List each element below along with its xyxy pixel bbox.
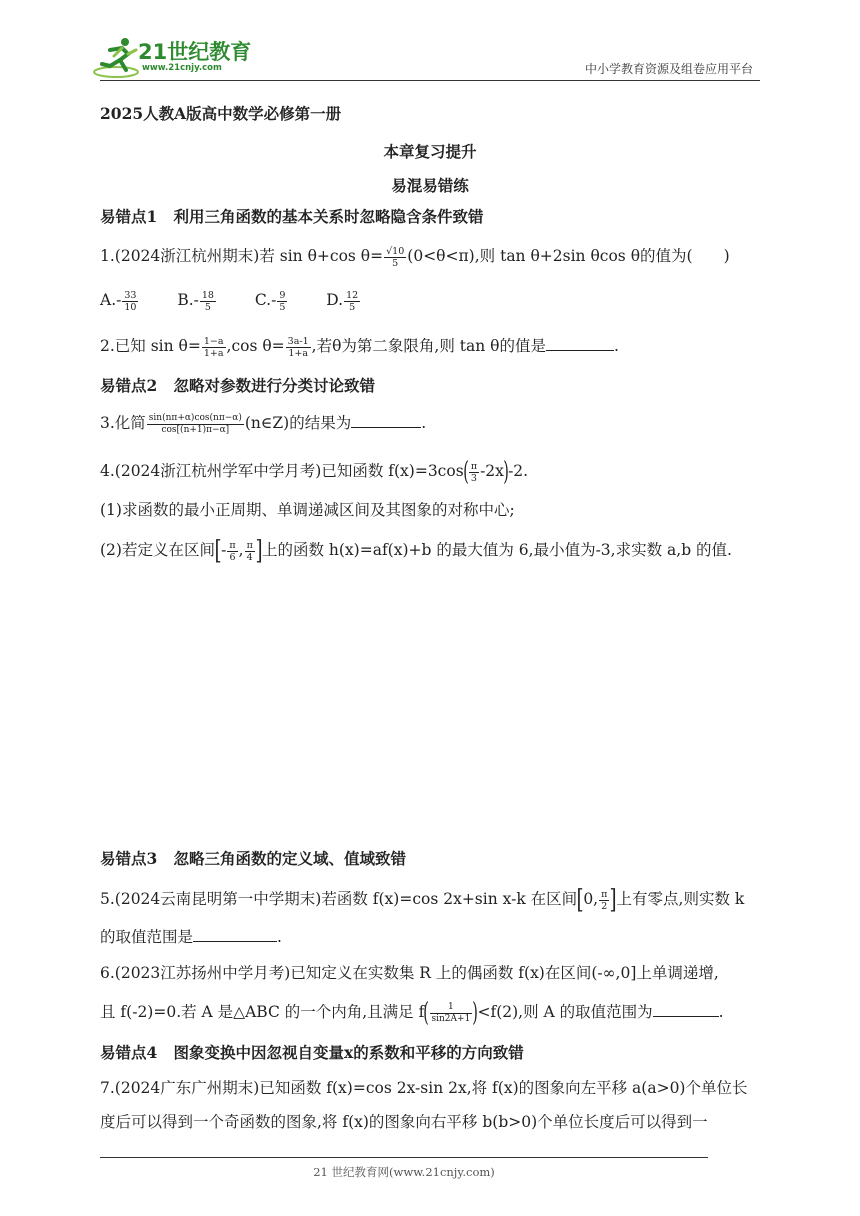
- error-point-text: 忽略对参数进行分类讨论致错: [173, 376, 376, 395]
- section-title: 易混易错练: [391, 176, 469, 195]
- chapter-title: 本章复习提升: [383, 142, 477, 161]
- option-d: D. $\frac{12}{5}$: [326, 289, 359, 313]
- error-point-label: 易错点3: [100, 849, 158, 868]
- answer-blank[interactable]: [351, 413, 421, 428]
- question-2: 2.已知 sin θ= $\frac{1-a}{1+a}$ ,cos θ= $\frac{3a-1}{1+a}$ ,若θ为第二象限角,则 tan θ的值是 .: [100, 335, 619, 359]
- error-point-2: [100, 375, 375, 397]
- error-point-label: 易错点4: [100, 1043, 158, 1062]
- series-title: 2025人教A版高中数学必修第一册: [100, 104, 342, 123]
- question-1: 1.(2024浙江杭州期末)若 sin θ+cos θ= $\frac{√10}{5}$ (0<θ<π),则 tan θ+2sin θcos θ的值为( ): [100, 245, 730, 269]
- footer-divider: [100, 1157, 708, 1158]
- question-1-options: [100, 289, 361, 313]
- question-7-line-2: 度后可以得到一个奇函数的图象,将 f(x)的图象向右平移 b(b>0)个单位长度后可以得到一: [100, 1113, 708, 1131]
- question-4-part-2: (2)若定义在区间[- $\frac{\pi}{6}$ , $\frac{\pi}{4}$ ]上的函数 h(x)=af(x)+b 的最大值为 6,最小值为-3,求实数 a,b 的值.: [100, 536, 732, 566]
- error-point-4: [100, 1042, 524, 1064]
- error-point-label: 易错点2: [100, 376, 158, 395]
- header-divider: [100, 80, 760, 81]
- error-point-label: 易错点1: [100, 207, 158, 226]
- question-6: 6.(2023江苏扬州中学月考)已知定义在实数集 R 上的偶函数 f(x)在区间(-∞,0]上单调递增,: [100, 964, 719, 982]
- error-point-text: 利用三角函数的基本关系时忽略隐含条件致错: [173, 207, 484, 226]
- option-b: B.- $\frac{18}{5}$: [177, 289, 214, 313]
- logo: [92, 34, 262, 80]
- error-point-text: 图象变换中因忽视自变量x的系数和平移的方向致错: [173, 1043, 524, 1062]
- answer-blank[interactable]: [193, 927, 277, 942]
- logo-url-text: www.21cnjy.com: [142, 63, 222, 73]
- answer-blank[interactable]: [546, 336, 614, 351]
- error-point-3: [100, 848, 406, 870]
- answer-blank[interactable]: [653, 1002, 719, 1017]
- question-5-line-2: 的取值范围是 .: [100, 928, 282, 946]
- question-5: 5.(2024云南昆明第一中学期末)若函数 f(x)=cos 2x+sin x-k 在区间[0, $\frac{\pi}{2}$ ]上有零点,则实数 k: [100, 885, 745, 915]
- header-platform-name: 中小学教育资源及组卷应用平台: [584, 62, 753, 76]
- error-point-1: [100, 206, 484, 228]
- footer-text: 21 世纪教育网(www.21cnjy.com): [313, 1165, 495, 1179]
- question-7: 7.(2024广东广州期末)已知函数 f(x)=cos 2x-sin 2x,将 f(x)的图象向左平移 a(a>0)个单位长: [100, 1079, 748, 1097]
- logo-main-text: 21世纪教育: [138, 40, 252, 64]
- question-6-line-2: 且 f(-2)=0.若 A 是△ABC 的一个内角,且满足 f( $\frac{1}{\sin 2A+1}$ )<f(2),则 A 的取值范围为 .: [100, 998, 724, 1028]
- question-4: 4.(2024浙江杭州学军中学月考)已知函数 f(x)=3cos( $\frac{\pi}{3}$ -2x)-2.: [100, 457, 529, 487]
- fraction: $\frac{√10}{5}$: [386, 245, 405, 269]
- error-point-text: 忽略三角函数的定义域、值域致错: [173, 849, 407, 868]
- question-4-part-1: (1)求函数的最小正周期、单调递减区间及其图象的对称中心;: [100, 501, 515, 519]
- runner-logo-icon: [92, 34, 144, 80]
- question-3: 3.化简 $\frac{\sin(n\pi+\alpha)\cos(n\pi-\alpha)}{\cos[(n+1)\pi-\alpha]}$ (n∈Z)的结果为 .: [100, 412, 427, 435]
- option-a: A.- $\frac{33}{10}$: [100, 289, 137, 313]
- option-c: C.- $\frac{9}{5}$: [254, 289, 286, 313]
